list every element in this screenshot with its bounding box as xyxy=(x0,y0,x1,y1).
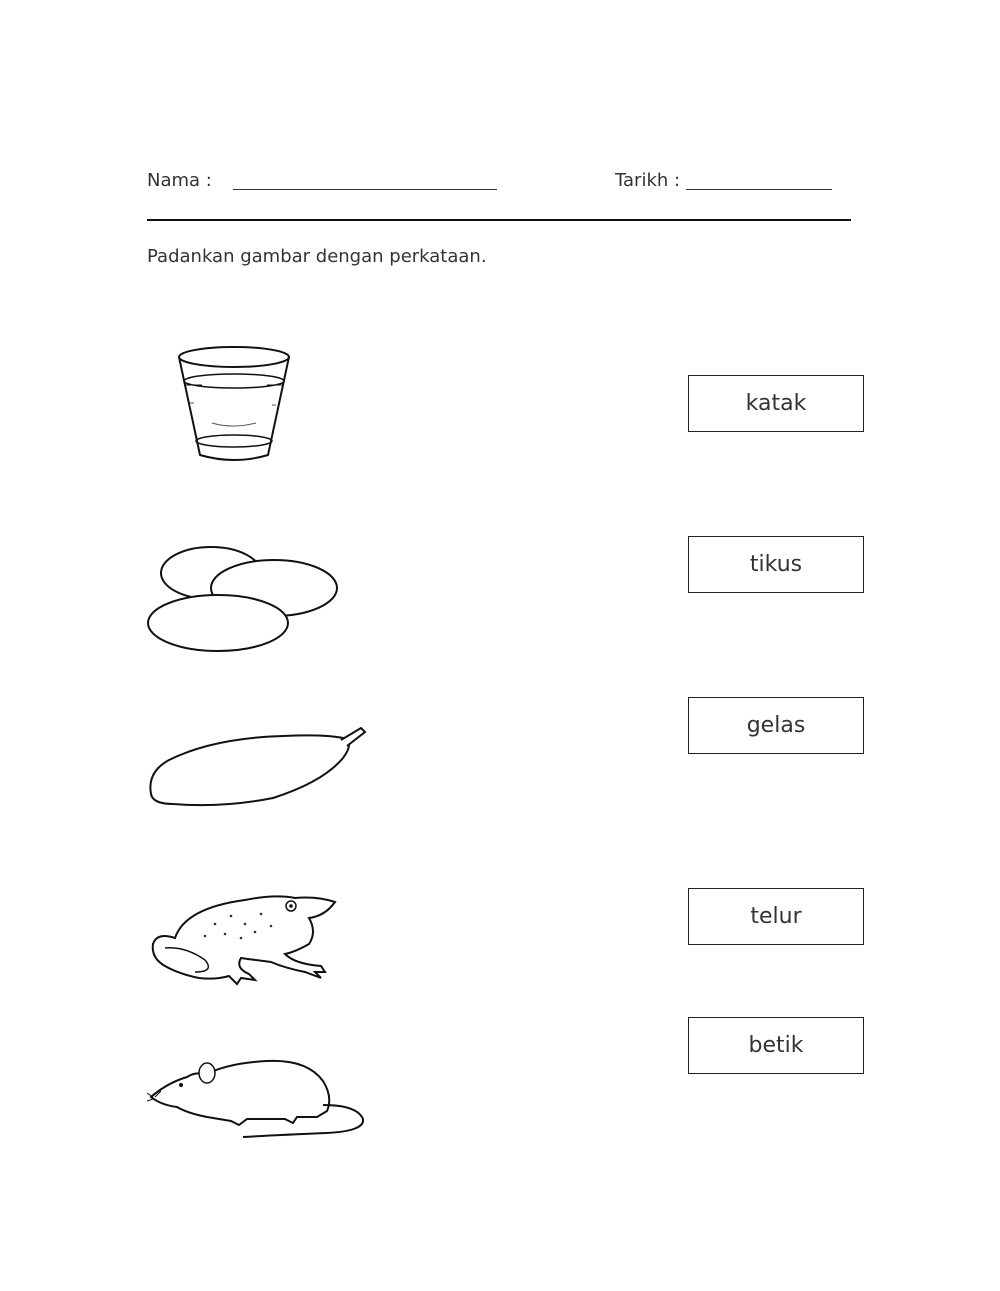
rat-icon xyxy=(147,1045,372,1140)
papaya-icon xyxy=(143,722,371,810)
word-box-betik[interactable]: betik xyxy=(688,1017,864,1074)
instruction-text: Padankan gambar dengan perkataan. xyxy=(147,246,487,267)
date-blank-line[interactable] xyxy=(686,189,832,190)
glass-of-water-icon xyxy=(172,343,297,465)
name-label: Nama : xyxy=(147,170,212,191)
name-blank-line[interactable] xyxy=(233,189,497,190)
word-box-gelas[interactable]: gelas xyxy=(688,697,864,754)
word-box-telur[interactable]: telur xyxy=(688,888,864,945)
eggs-icon xyxy=(146,540,346,655)
word-box-katak[interactable]: katak xyxy=(688,375,864,432)
header-divider xyxy=(147,219,851,221)
word-box-tikus[interactable]: tikus xyxy=(688,536,864,593)
frog-icon xyxy=(145,888,340,993)
date-label: Tarikh : xyxy=(615,170,681,191)
